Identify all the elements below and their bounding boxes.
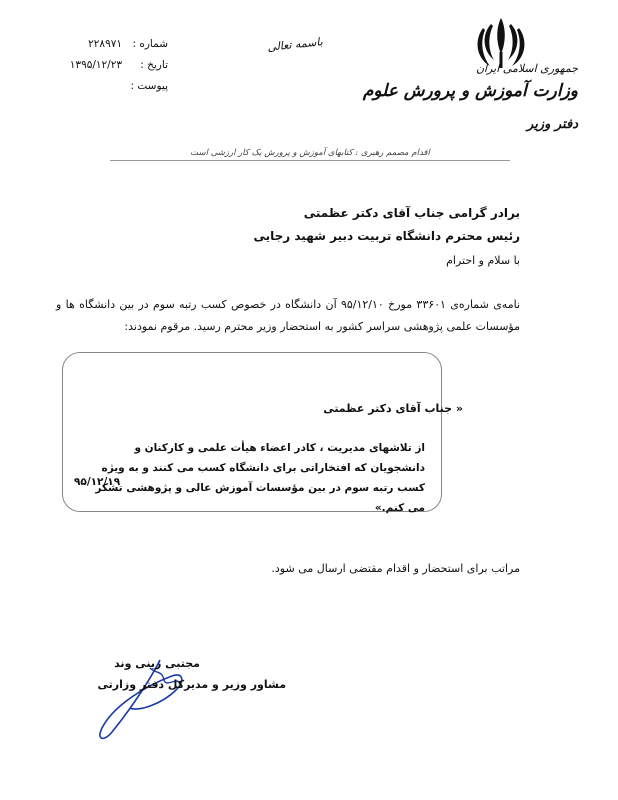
header-motto: اقدام مصمم رهبری : کتابهای آموزش و پرورش یک کار ارزشی است: [190, 148, 430, 158]
letter-date-label: تاریخ :: [140, 59, 168, 71]
office-title: دفتر وزیر: [527, 117, 578, 132]
quote-title: « جناب آقای دکتر عظمتی: [323, 402, 463, 415]
letter-meta: [58, 34, 168, 97]
letter-date-row: [58, 55, 168, 76]
invocation-text: باسمه تعالی: [266, 35, 324, 54]
signatory-name: مجتبی زینی وند: [114, 657, 200, 670]
quote-text: از تلاشهای مدیریت ، کادر اعضاء هیأت علمی و کارکنان و دانشجویان که افتخاراتی برای دانشگاه کسب می کنند و به ویژه کسب رتبه سوم در بین مؤسسات آموزش عالی و پژوهشی تشکر می کنم.»: [95, 442, 425, 514]
signatory-title: مشاور وزیر و مدیرکل دفتر وزارتی: [97, 678, 286, 691]
addressee-block: [100, 206, 520, 267]
letter-number-label: شماره :: [132, 38, 168, 50]
letter-attachment-row: [58, 76, 168, 97]
ministry-title: وزارت آموزش و پرورش علوم: [362, 81, 578, 101]
ministry-letterhead: [338, 62, 578, 132]
body-paragraph: نامه‌ی شماره‌ی ۳۳۶۰۱ مورخ ۹۵/۱۲/۱۰ آن دانشگاه در خصوص کسب رتبه سوم در بین دانشگاه ها و مؤسسات علمی پژوهشی سراسر کشور به استحضار وزیر محترم رسید. مرقوم نمودند:: [56, 298, 521, 333]
letter-number-value: ۲۲۸۹۷۱: [88, 38, 122, 50]
quote-date: ۹۵/۱۲/۱۹: [74, 476, 121, 488]
letter-attachment-label: پیوست :: [130, 80, 168, 92]
letter-number-row: [58, 34, 168, 55]
addressee-position: رئیس محترم دانشگاه تربیت دبیر شهید رجایی: [253, 229, 520, 243]
forwarding-line: مراتب برای استحضار و اقدام مقتضی ارسال می شود.: [271, 562, 520, 575]
addressee-salutation: برادر گرامی جناب آقای دکتر عظمتی: [303, 206, 520, 220]
letter-date-value: ۱۳۹۵/۱۲/۲۳: [69, 59, 122, 71]
header-divider: [110, 160, 510, 161]
republic-title: جمهوری اسلامی ایران: [475, 62, 578, 75]
greeting: با سلام و احترام: [446, 254, 520, 267]
